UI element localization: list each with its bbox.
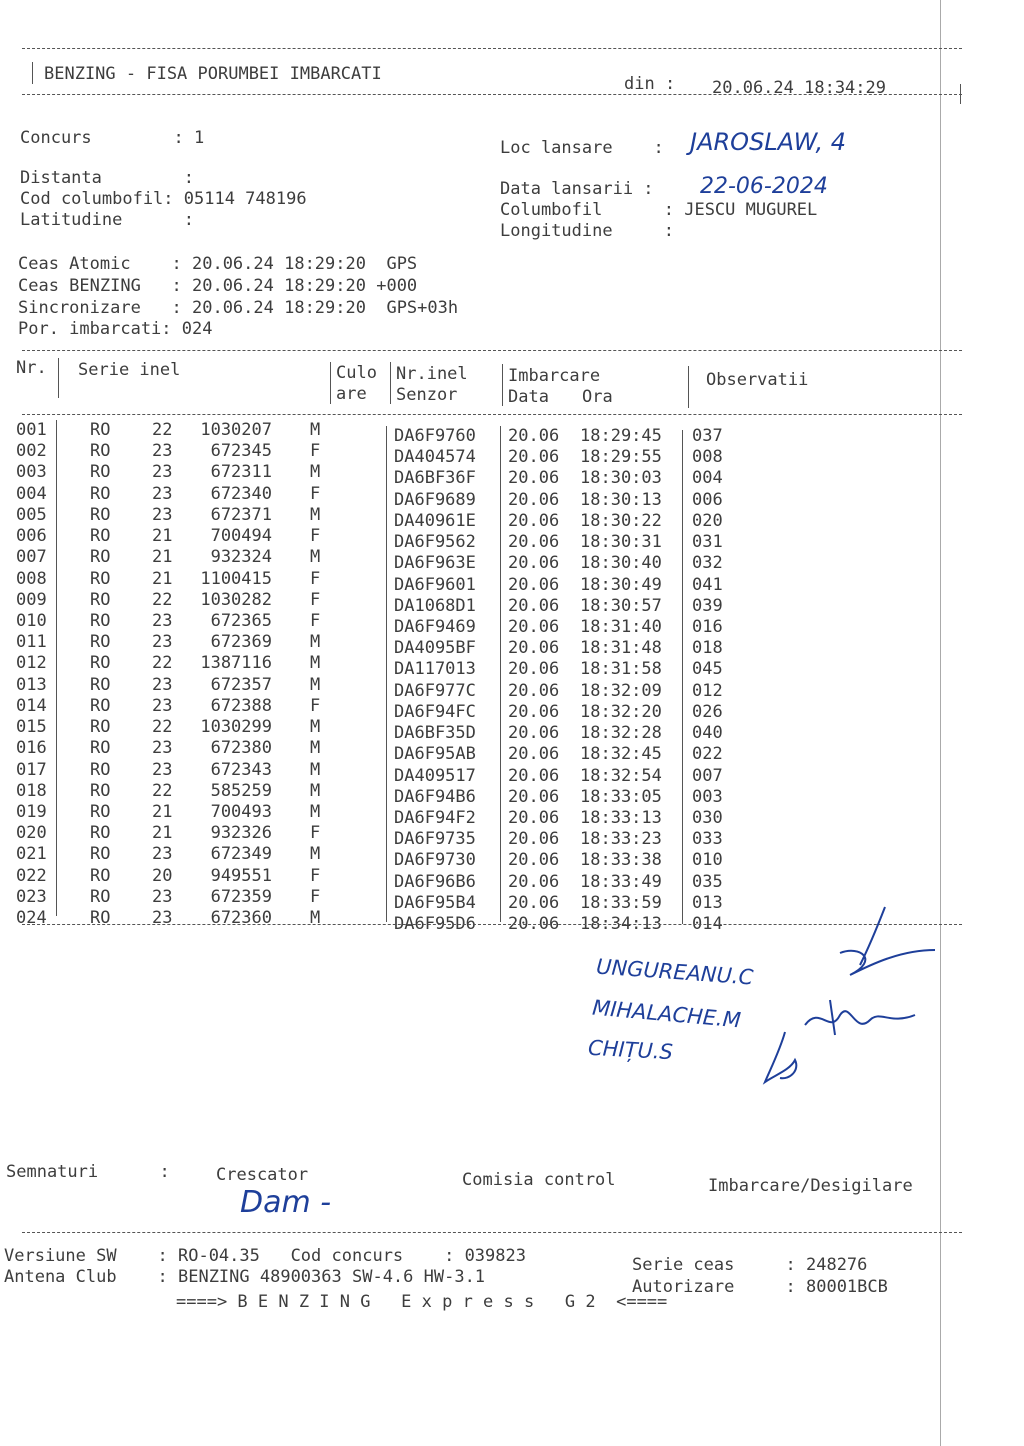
col-header-nr-inel: Nr.inel [396, 364, 468, 384]
row-sex: M [310, 653, 321, 674]
row-nr: 018 [16, 780, 47, 801]
header-top-rule [22, 48, 962, 49]
row-nr: 014 [16, 695, 47, 716]
row-sensor-id: DA6F94F2 [394, 807, 476, 828]
antena-club-line: Antena Club : BENZING 48900363 SW-4.6 HW-3.1 [4, 1267, 486, 1287]
row-nr: 022 [16, 865, 47, 886]
row-sex: M [310, 462, 321, 483]
row-date: 20.06 [508, 914, 560, 935]
row-year: 21 [152, 526, 173, 547]
handwritten-name-2: MIHALACHE.M [591, 995, 742, 1033]
row-ring-number: 1030299 [200, 717, 272, 738]
row-date: 20.06 [508, 468, 560, 489]
col-divider-3 [390, 362, 391, 404]
row-ring-number: 672349 [210, 844, 272, 865]
row-date: 20.06 [508, 829, 560, 850]
row-year: 21 [152, 547, 173, 568]
row-year: 23 [152, 610, 173, 631]
row-sex: F [310, 823, 321, 844]
col-header-senzor: Senzor [396, 385, 458, 405]
row-sensor-id: DA6F9601 [394, 574, 476, 595]
row-ring-number: 672380 [210, 738, 272, 759]
row-sensor-id: DA1068D1 [394, 595, 476, 616]
row-nr: 017 [16, 759, 47, 780]
row-date: 20.06 [508, 807, 560, 828]
data-lansarii-label: Data lansarii : [500, 179, 654, 199]
row-ring-number: 672343 [210, 759, 272, 780]
imbarcare-desigilare-label: Imbarcare/Desigilare [708, 1176, 913, 1196]
row-sex: M [310, 801, 321, 822]
cod-columbofil-line: Cod columbofil: 05114 748196 [20, 189, 307, 209]
row-observation: 031 [692, 532, 723, 553]
comisia-control-label: Comisia control [462, 1170, 616, 1190]
row-sensor-id: DA6F9730 [394, 850, 476, 871]
row-sex: F [310, 441, 321, 462]
row-observation: 008 [692, 447, 723, 468]
row-ring-number: 932326 [210, 823, 272, 844]
handwritten-name-1: UNGUREANU.C [595, 954, 755, 990]
row-sensor-id: DA409517 [394, 765, 476, 786]
row-time: 18:33:59 [580, 892, 662, 913]
row-sex: F [310, 589, 321, 610]
row-date: 20.06 [508, 426, 560, 446]
row-nr: 015 [16, 717, 47, 738]
row-year: 23 [152, 504, 173, 525]
signature-mark-1 [830, 905, 940, 985]
data-lansarii-handwritten: 22-06-2024 [700, 174, 828, 199]
row-sex: F [310, 695, 321, 716]
row-year: 23 [152, 462, 173, 483]
handwritten-name-3: CHIȚU.S [587, 1035, 674, 1065]
page-edge [940, 0, 941, 1446]
row-sensor-id: DA6F96B6 [394, 871, 476, 892]
col-divider-5 [688, 366, 689, 408]
row-nr: 023 [16, 886, 47, 907]
row-year: 22 [152, 420, 173, 440]
row-date: 20.06 [508, 786, 560, 807]
por-imbarcati-line: Por. imbarcati: 024 [18, 319, 213, 339]
row-sensor-id: DA6F94FC [394, 701, 476, 722]
row-time: 18:30:40 [580, 553, 662, 574]
serie-ceas-line: Serie ceas : 248276 [632, 1255, 868, 1275]
row-observation: 020 [692, 510, 723, 531]
row-sensor-id: DA6F94B6 [394, 786, 476, 807]
row-date: 20.06 [508, 447, 560, 468]
row-year: 23 [152, 759, 173, 780]
versiune-sw-line: Versiune SW : RO-04.35 Cod concurs : 039823 [4, 1246, 526, 1266]
row-observation: 012 [692, 680, 723, 701]
row-time: 18:34:13 [580, 914, 662, 935]
col-header-culoare-1: Culo [336, 363, 377, 383]
semnaturi-label: Semnaturi : [6, 1162, 170, 1182]
row-year: 23 [152, 886, 173, 907]
footer-rule [22, 1232, 962, 1233]
row-time: 18:30:03 [580, 468, 662, 489]
row-date: 20.06 [508, 765, 560, 786]
print-date-value: 20.06.24 18:34:29 [712, 78, 886, 98]
row-year: 23 [152, 674, 173, 695]
row-ring-number: 672357 [210, 674, 272, 695]
row-sensor-id: DA40961E [394, 510, 476, 531]
ceas-benzing-line: Ceas BENZING : 20.06.24 18:29:20 +000 [18, 276, 418, 296]
row-date: 20.06 [508, 871, 560, 892]
row-nr: 020 [16, 823, 47, 844]
concurs-line: Concurs : 1 [20, 128, 205, 148]
row-sensor-id: DA6F9760 [394, 426, 476, 446]
row-year: 23 [152, 695, 173, 716]
row-nr: 003 [16, 462, 47, 483]
row-date: 20.06 [508, 595, 560, 616]
row-sex: M [310, 844, 321, 865]
row-observation: 016 [692, 616, 723, 637]
row-nr: 009 [16, 589, 47, 610]
row-sex: M [310, 759, 321, 780]
row-date: 20.06 [508, 723, 560, 744]
ceas-atomic-line: Ceas Atomic : 20.06.24 18:29:20 GPS [18, 254, 418, 274]
row-year: 21 [152, 568, 173, 589]
row-ring-number: 672365 [210, 610, 272, 631]
row-sensor-id: DA6F9469 [394, 616, 476, 637]
row-country: RO [90, 420, 111, 440]
row-time: 18:31:40 [580, 616, 662, 637]
row-country: RO [90, 547, 111, 568]
row-year: 21 [152, 801, 173, 822]
latitudine-line: Latitudine : [20, 210, 194, 230]
row-sex: M [310, 738, 321, 759]
row-date: 20.06 [508, 892, 560, 913]
row-year: 22 [152, 589, 173, 610]
row-country: RO [90, 610, 111, 631]
header-left-bar [32, 62, 33, 84]
row-date: 20.06 [508, 510, 560, 531]
print-date-label: din : [624, 74, 676, 94]
row-time: 18:31:48 [580, 638, 662, 659]
row-observation: 045 [692, 659, 723, 680]
row-time: 18:33:38 [580, 850, 662, 871]
row-time: 18:29:45 [580, 426, 662, 446]
row-observation: 013 [692, 892, 723, 913]
row-observation: 030 [692, 807, 723, 828]
table-top-rule [22, 350, 962, 351]
row-ring-number: 672359 [210, 886, 272, 907]
row-country: RO [90, 823, 111, 844]
row-country: RO [90, 844, 111, 865]
row-sex: F [310, 886, 321, 907]
row-date: 20.06 [508, 744, 560, 765]
row-divider-nr [56, 420, 57, 916]
row-country: RO [90, 589, 111, 610]
row-year: 23 [152, 908, 173, 929]
row-nr: 006 [16, 526, 47, 547]
row-sex: M [310, 547, 321, 568]
row-ring-number: 672311 [210, 462, 272, 483]
row-country: RO [90, 908, 111, 929]
row-time: 18:32:28 [580, 723, 662, 744]
row-nr: 012 [16, 653, 47, 674]
row-sex: M [310, 780, 321, 801]
row-sensor-id: DA6F95B4 [394, 892, 476, 913]
row-observation: 035 [692, 871, 723, 892]
row-date: 20.06 [508, 489, 560, 510]
row-date: 20.06 [508, 638, 560, 659]
row-year: 23 [152, 844, 173, 865]
row-observation: 039 [692, 595, 723, 616]
crescator-signature: Dam - [240, 1185, 332, 1220]
distanta-line: Distanta : [20, 168, 194, 188]
row-ring-number: 672345 [210, 441, 272, 462]
col-header-serie-inel: Serie inel [78, 360, 181, 380]
row-sensor-id: DA6F95AB [394, 744, 476, 765]
row-sex: F [310, 568, 321, 589]
row-year: 22 [152, 653, 173, 674]
row-country: RO [90, 886, 111, 907]
row-sex: M [310, 504, 321, 525]
row-country: RO [90, 504, 111, 525]
row-time: 18:30:49 [580, 574, 662, 595]
row-ring-number: 700493 [210, 801, 272, 822]
col-divider-2 [330, 362, 331, 404]
row-time: 18:30:31 [580, 532, 662, 553]
row-country: RO [90, 653, 111, 674]
row-date: 20.06 [508, 532, 560, 553]
row-ring-number: 672340 [210, 483, 272, 504]
row-date: 20.06 [508, 574, 560, 595]
row-year: 23 [152, 632, 173, 653]
row-country: RO [90, 759, 111, 780]
row-country: RO [90, 780, 111, 801]
row-ring-number: 672388 [210, 695, 272, 716]
col-header-nr: Nr. [16, 358, 47, 378]
row-time: 18:33:49 [580, 871, 662, 892]
row-sex: M [310, 632, 321, 653]
row-time: 18:33:13 [580, 807, 662, 828]
row-country: RO [90, 801, 111, 822]
row-time: 18:29:55 [580, 447, 662, 468]
row-time: 18:30:22 [580, 510, 662, 531]
row-country: RO [90, 483, 111, 504]
row-year: 23 [152, 441, 173, 462]
row-observation: 022 [692, 744, 723, 765]
row-sensor-id: DA6F95D6 [394, 914, 476, 935]
row-observation: 032 [692, 553, 723, 574]
row-year: 23 [152, 483, 173, 504]
signature-mark-2 [800, 995, 920, 1045]
row-nr: 011 [16, 632, 47, 653]
longitudine-line: Longitudine : [500, 221, 674, 241]
row-sex: M [310, 420, 321, 440]
col-header-data: Data [508, 387, 549, 407]
row-time: 18:30:13 [580, 489, 662, 510]
loc-lansare-handwritten: JAROSLAW, 4 [690, 128, 846, 156]
col-header-culoare-2: are [336, 384, 367, 404]
row-sex: F [310, 483, 321, 504]
row-ring-number: 700494 [210, 526, 272, 547]
row-observation: 033 [692, 829, 723, 850]
row-sensor-id: DA6F9689 [394, 489, 476, 510]
row-observation: 037 [692, 426, 723, 446]
document-title: BENZING - FISA PORUMBEI IMBARCATI [44, 64, 382, 84]
loc-lansare-label: Loc lansare : [500, 138, 664, 158]
row-sex: F [310, 526, 321, 547]
row-observation: 040 [692, 723, 723, 744]
row-country: RO [90, 674, 111, 695]
col-divider-1 [58, 358, 59, 398]
row-sex: M [310, 908, 321, 929]
row-sex: F [310, 865, 321, 886]
row-nr: 008 [16, 568, 47, 589]
row-observation: 003 [692, 786, 723, 807]
row-nr: 013 [16, 674, 47, 695]
row-date: 20.06 [508, 553, 560, 574]
row-country: RO [90, 526, 111, 547]
row-sensor-id: DA6F963E [394, 553, 476, 574]
row-observation: 026 [692, 701, 723, 722]
row-country: RO [90, 717, 111, 738]
row-date: 20.06 [508, 659, 560, 680]
row-nr: 004 [16, 483, 47, 504]
row-date: 20.06 [508, 701, 560, 722]
row-nr: 016 [16, 738, 47, 759]
header-bottom-rule [22, 94, 962, 95]
table-header-rule [22, 414, 962, 415]
row-nr: 002 [16, 441, 47, 462]
table-bottom-rule [22, 924, 962, 925]
row-ring-number: 949551 [210, 865, 272, 886]
row-country: RO [90, 865, 111, 886]
row-nr: 019 [16, 801, 47, 822]
row-ring-number: 672371 [210, 504, 272, 525]
row-nr: 021 [16, 844, 47, 865]
row-ring-number: 932324 [210, 547, 272, 568]
signature-mark-3 [755, 1030, 815, 1090]
row-sex: F [310, 610, 321, 631]
autorizare-line: Autorizare : 80001BCB [632, 1277, 888, 1297]
sincronizare-line: Sincronizare : 20.06.24 18:29:20 GPS+03h [18, 298, 459, 318]
row-ring-number: 672369 [210, 632, 272, 653]
row-sensor-id: DA4095BF [394, 638, 476, 659]
row-time: 18:31:58 [580, 659, 662, 680]
row-sensor-id: DA6F977C [394, 680, 476, 701]
row-sensor-id: DA6BF36F [394, 468, 476, 489]
row-year: 21 [152, 823, 173, 844]
row-time: 18:32:09 [580, 680, 662, 701]
row-ring-number: 672360 [210, 908, 272, 929]
row-year: 23 [152, 738, 173, 759]
row-time: 18:30:57 [580, 595, 662, 616]
row-time: 18:33:05 [580, 786, 662, 807]
col-header-ora: Ora [582, 387, 613, 407]
row-time: 18:32:54 [580, 765, 662, 786]
row-nr: 005 [16, 504, 47, 525]
row-country: RO [90, 462, 111, 483]
row-ring-number: 1030282 [200, 589, 272, 610]
row-time: 18:33:23 [580, 829, 662, 850]
row-date: 20.06 [508, 616, 560, 637]
row-country: RO [90, 568, 111, 589]
row-ring-number: 585259 [210, 780, 272, 801]
row-country: RO [90, 695, 111, 716]
row-divider-sensor-right [500, 426, 501, 922]
row-ring-number: 1030207 [200, 420, 272, 440]
row-sensor-id: DA6F9735 [394, 829, 476, 850]
row-observation: 018 [692, 638, 723, 659]
row-nr: 001 [16, 420, 47, 440]
row-date: 20.06 [508, 680, 560, 701]
row-sensor-id: DA117013 [394, 659, 476, 680]
row-ring-number: 1100415 [200, 568, 272, 589]
columbofil-line: Columbofil : JESCU MUGUREL [500, 200, 818, 220]
row-observation: 007 [692, 765, 723, 786]
row-sex: M [310, 717, 321, 738]
row-date: 20.06 [508, 850, 560, 871]
row-observation: 014 [692, 914, 723, 935]
row-year: 22 [152, 717, 173, 738]
row-country: RO [90, 632, 111, 653]
row-time: 18:32:20 [580, 701, 662, 722]
benzing-express-line: ====> B E N Z I N G E x p r e s s G 2 <==== [176, 1292, 668, 1312]
row-observation: 010 [692, 850, 723, 871]
row-sensor-id: DA6BF35D [394, 723, 476, 744]
row-observation: 004 [692, 468, 723, 489]
row-nr: 024 [16, 908, 47, 929]
row-observation: 041 [692, 574, 723, 595]
row-divider-obs [682, 430, 683, 924]
row-ring-number: 1387116 [200, 653, 272, 674]
row-observation: 006 [692, 489, 723, 510]
row-sex: M [310, 674, 321, 695]
row-time: 18:32:45 [580, 744, 662, 765]
row-country: RO [90, 441, 111, 462]
row-divider-sensor-left [386, 426, 387, 922]
row-year: 20 [152, 865, 173, 886]
row-nr: 010 [16, 610, 47, 631]
col-header-observatii: Observatii [706, 370, 809, 390]
row-year: 22 [152, 780, 173, 801]
crescator-label: Crescator [216, 1165, 309, 1185]
row-nr: 007 [16, 547, 47, 568]
col-header-imbarcare: Imbarcare [508, 366, 601, 386]
row-sensor-id: DA404574 [394, 447, 476, 468]
row-country: RO [90, 738, 111, 759]
row-sensor-id: DA6F9562 [394, 532, 476, 553]
col-divider-4 [502, 364, 503, 406]
